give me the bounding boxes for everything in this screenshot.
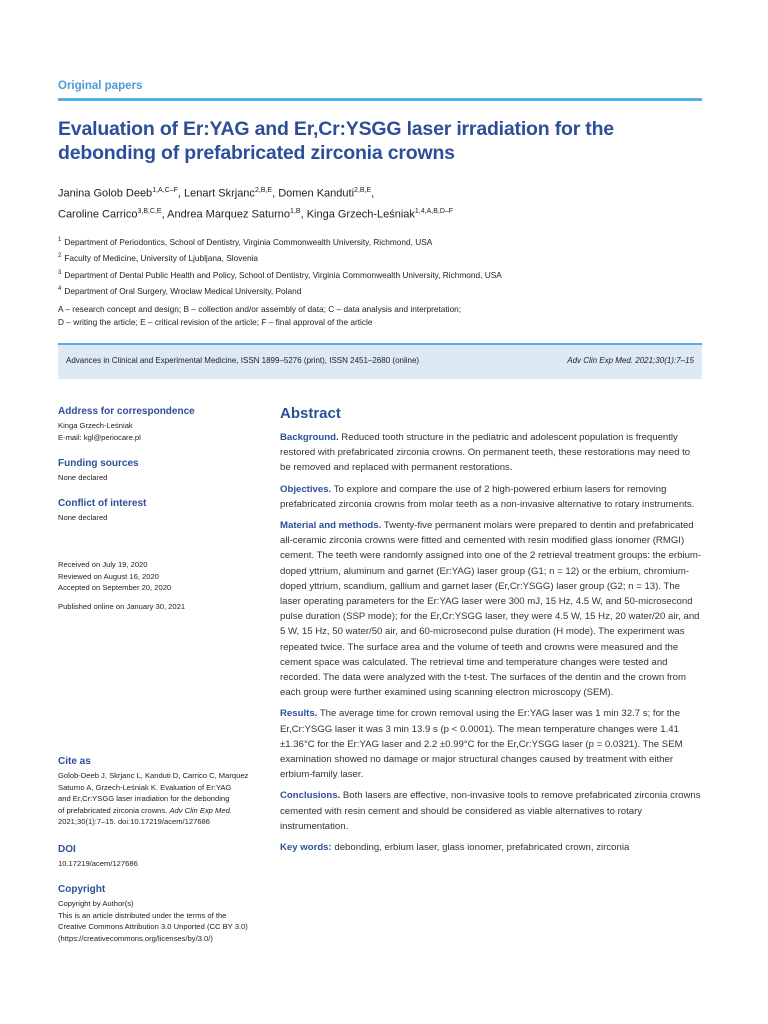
accepted-date: Accepted on September 20, 2020 bbox=[58, 583, 172, 592]
article-title: Evaluation of Er:YAG and Er,Cr:YSGG laser irradiation for the debonding of prefabricated zirconia crowns bbox=[58, 118, 614, 164]
copyright-line: Copyright by Author(s) bbox=[58, 899, 134, 908]
author-name: Domen Kanduti bbox=[278, 187, 355, 200]
abstract-lead: Objectives. bbox=[280, 483, 332, 495]
abstract-lead: Results. bbox=[280, 708, 318, 720]
contribution-line: A – research concept and design; B – collection and/or assembly of data; C – data analysis and interpretation; bbox=[58, 304, 462, 314]
affiliation-item bbox=[58, 266, 702, 282]
author-affiliation-sup: 2,B,E bbox=[254, 187, 273, 194]
correspondence-heading: Address for correspondence bbox=[58, 406, 195, 417]
copyright-line: This is an article distributed under the terms of the bbox=[58, 910, 227, 920]
abstract-background bbox=[280, 430, 702, 476]
abstract-results bbox=[280, 706, 702, 782]
abstract-text: Both lasers are effective, non-invasive tools to remove prefabricated zirconia crowns cemented with resin cement and should be considered as viable alternatives to rotary instrumentation. bbox=[280, 790, 701, 832]
journal-issn: Advances in Clinical and Experimental Medicine, ISSN 1899–5276 (print), ISSN 2451–2680 (online) bbox=[66, 356, 420, 365]
author-separator: , bbox=[300, 208, 307, 221]
copyright-link[interactable]: (https://creativecommons.org/licenses/by/3.0/) bbox=[58, 933, 213, 943]
abstract-text: Reduced tooth structure in the pediatric and adolescent population is frequently restored with prefabricated zirconia crowns. On permanent teeth, these restorations may need to be removed and replaced with permanent restorations. bbox=[280, 432, 691, 474]
journal-info-bar bbox=[58, 343, 702, 379]
conflict-heading: Conflict of interest bbox=[58, 498, 147, 509]
copyright-line: Creative Commons Attribution 3.0 Unported (CC BY 3.0) bbox=[58, 922, 248, 931]
top-rule bbox=[58, 98, 702, 101]
affiliation-text: Department of Dental Public Health and Policy, School of Dentistry, Virginia Commonwealth University, Richmond, USA bbox=[64, 269, 502, 280]
author-affiliation-sup: 2,B,E bbox=[354, 187, 372, 194]
author-affiliation-sup: 1,A,C–F bbox=[152, 187, 178, 194]
keywords-label: Key words: bbox=[280, 842, 332, 854]
copyright-heading: Copyright bbox=[58, 884, 106, 895]
author-separator: , bbox=[161, 208, 168, 221]
author-separator: , bbox=[272, 187, 279, 200]
author-separator: , bbox=[371, 187, 375, 200]
author-affiliation-sup: 1,B bbox=[290, 207, 301, 215]
abstract-keywords bbox=[280, 840, 702, 855]
doi-heading: DOI bbox=[58, 844, 76, 855]
affiliation-number: 3 bbox=[58, 269, 62, 276]
conflict-text: None declared bbox=[58, 513, 108, 522]
affiliation-text: Department of Periodontics, School of Dentistry, Virginia Commonwealth University, Richmond, USA bbox=[64, 236, 433, 247]
affiliation-item bbox=[58, 249, 702, 265]
contribution-legend bbox=[58, 303, 702, 329]
author-name: Lenart Skrjanc bbox=[184, 187, 255, 200]
cite-line: 2021;30(1):7–15. doi:10.17219/acem/127686 bbox=[58, 817, 210, 826]
conflict-block bbox=[58, 497, 258, 524]
author-affiliation-sup: 1,4,A,B,D–F bbox=[414, 207, 454, 215]
cite-text: of prefabricated zirconia crowns. bbox=[58, 805, 170, 815]
affiliation-text: Department of Oral Surgery, Wroclaw Medical University, Poland bbox=[64, 285, 302, 296]
cite-line: Golob-Deeb J, Skrjanc L, Kanduti D, Carrico C, Marquez bbox=[58, 771, 249, 780]
funding-heading: Funding sources bbox=[58, 458, 139, 469]
abstract-text: The average time for crown removal using the Er:YAG laser was 1 min 32.7 s; for the Er,Cr:YSGG laser it was 3 min 13.9 s (p < 0.0001). The mean temperature changes were 1.41 ±1.36°C for the Er:YAG laser and 2.2 ±0.99°C for the Er,Cr:YSGG laser (p = 0.0321). The SEM examination showed no damage or major structural changes caused by treatment with either erbium-family laser. bbox=[280, 708, 683, 781]
cite-line: Saturno A, Grzech-Leśniak K. Evaluation of Er:YAG bbox=[58, 782, 232, 792]
author-name: Kinga Grzech-Leśniak bbox=[306, 208, 415, 221]
abstract-lead: Background. bbox=[280, 432, 339, 443]
funding-text: None declared bbox=[58, 473, 108, 482]
reviewed-date: Reviewed on August 16, 2020 bbox=[58, 571, 159, 581]
keywords-text: debonding, erbium laser, glass ionomer, prefabricated crown, zirconia bbox=[331, 842, 630, 854]
author-list bbox=[58, 182, 702, 223]
affiliation-number: 2 bbox=[58, 253, 62, 260]
cite-line bbox=[58, 805, 258, 817]
funding-block bbox=[58, 457, 258, 484]
correspondence-email[interactable]: E-mail: kgl@periocare.pl bbox=[58, 432, 141, 442]
author-affiliation-sup: 3,B,C,E bbox=[137, 207, 162, 215]
doi-link[interactable]: 10.17219/acem/127686 bbox=[58, 859, 138, 868]
abstract-text: Twenty-five permanent molars were prepared to dentin and prefabricated all-ceramic zirconia crowns were fitted and cemented with resin modified glass ionomer (RMGI) cement. The teeth were randomly assigned into one of the 2 retrieval treatment groups: the erbium-doped yttrium, aluminum and garnet (Er:YAG) laser group (G1; n = 12) or the erbium, chromium-doped yttrium, scandium, gallium and garnet laser (Er,Cr:YSGG) laser group (G2; n = 13). The laser operating parameters for the Er:YAG laser were 300 mJ, 15 Hz, 4.5 W, and 50-microsecond pulse duration (SSP mode); for the Er,Cr:YSGG laser, they were 4.5 W, 15 Hz, 20 water/20 air, and 5 W, 15 Hz, 50 water/50 air, and 60-microsecond pulse duration (H mode). The experiment was repeated twice. The surface area and the volume of teeth and crowns were measured and the cement space was calculated. The retrieval time and temperature changes were tested and recorded. The data were analyzed with the t-test. The surfaces of the dentin and the crown from each group were further examined using scanning electron microscopy (SEM). bbox=[280, 520, 702, 699]
abstract-heading: Abstract bbox=[280, 405, 341, 422]
author-separator: , bbox=[177, 187, 184, 200]
correspondence-name: Kinga Grzech-Leśniak bbox=[58, 421, 133, 430]
abstract-text: To explore and compare the use of 2 high-powered erbium lasers for removing prefabricated zirconia crowns from molar teeth as a non-invasive alternative to rotary instruments. bbox=[280, 483, 695, 510]
cite-heading: Cite as bbox=[58, 756, 91, 767]
copyright-block bbox=[58, 883, 258, 944]
author-name: Andrea Marquez Saturno bbox=[167, 208, 291, 221]
dates-block bbox=[58, 559, 258, 612]
affiliation-item bbox=[58, 233, 702, 249]
affiliation-item bbox=[58, 282, 702, 298]
author-name: Janina Golob Deeb bbox=[58, 187, 153, 200]
journal-citation: Adv Clin Exp Med. 2021;30(1):7–15 bbox=[567, 356, 694, 365]
abstract-objectives bbox=[280, 482, 702, 512]
abstract-lead: Conclusions. bbox=[280, 790, 341, 802]
cite-line: and Er,Cr:YSGG laser irradiation for the debonding bbox=[58, 794, 230, 803]
received-date: Received on July 19, 2020 bbox=[58, 560, 148, 569]
affiliation-number: 1 bbox=[58, 237, 62, 243]
affiliation-text: Faculty of Medicine, University of Ljubljana, Slovenia bbox=[64, 253, 259, 264]
affiliation-number: 4 bbox=[58, 286, 62, 293]
abstract-methods bbox=[280, 518, 702, 700]
cite-journal: Adv Clin Exp Med. bbox=[169, 805, 232, 815]
contribution-line: D – writing the article; E – critical revision of the article; F – final approval of the article bbox=[58, 317, 373, 327]
abstract-body bbox=[280, 430, 702, 861]
abstract-conclusions bbox=[280, 788, 702, 834]
abstract-lead: Material and methods. bbox=[280, 520, 382, 532]
published-date: Published online on January 30, 2021 bbox=[58, 601, 186, 611]
affiliation-list bbox=[58, 233, 702, 298]
section-label: Original papers bbox=[58, 80, 143, 92]
doi-block bbox=[58, 843, 258, 870]
author-name: Caroline Carrico bbox=[58, 208, 138, 221]
correspondence-block bbox=[58, 405, 258, 443]
cite-block bbox=[58, 755, 258, 828]
